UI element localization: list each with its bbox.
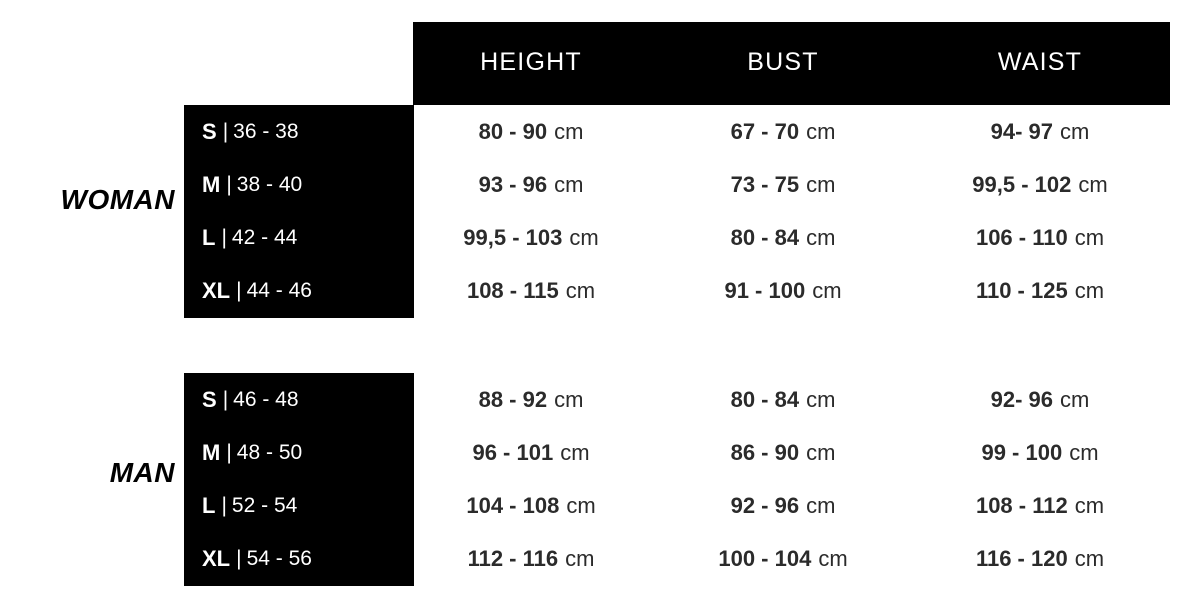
table-row: [184, 158, 1174, 211]
cell-bust-unit: cm: [818, 545, 848, 571]
size-code: S: [202, 386, 217, 412]
cell-height-unit: cm: [565, 277, 596, 303]
cell-height-unit: cm: [554, 386, 584, 412]
cell-height-unit: cm: [566, 492, 596, 518]
cell-bust-unit: cm: [806, 386, 836, 412]
cell-height: [406, 479, 656, 532]
cell-waist: [915, 532, 1165, 585]
cell-waist-value: 94- 97: [990, 118, 1054, 144]
cell-bust-unit: cm: [812, 277, 842, 303]
cell-waist: [915, 264, 1165, 317]
cell-waist-value: 99 - 100: [981, 439, 1063, 465]
cell-waist-unit: cm: [1069, 439, 1099, 465]
size-code: S: [202, 118, 217, 144]
cell-height: [406, 158, 656, 211]
cell-height: [406, 105, 656, 158]
cell-waist: [915, 105, 1165, 158]
cell-waist: [915, 426, 1165, 479]
size-range: 42 - 44: [231, 225, 298, 249]
table-row: [184, 426, 1174, 479]
cell-height-unit: cm: [560, 439, 590, 465]
size-separator: |: [236, 546, 242, 570]
size-range: 46 - 48: [233, 387, 299, 411]
cell-bust-unit: cm: [806, 118, 836, 144]
table-row: [184, 479, 1174, 532]
cell-height-value: 93 - 96: [478, 171, 548, 197]
cell-height-unit: cm: [554, 171, 584, 197]
size-separator: |: [226, 172, 232, 196]
cell-height: [406, 211, 656, 264]
cell-bust: [658, 532, 908, 585]
cell-height-value: 104 - 108: [466, 492, 560, 518]
size-cell: [184, 158, 414, 211]
cell-waist: [915, 373, 1165, 426]
column-header-waist: WAIST: [997, 48, 1083, 76]
size-cell: [184, 426, 414, 479]
cell-bust-value: 80 - 84: [730, 224, 800, 250]
cell-height-unit: cm: [565, 545, 595, 571]
cell-waist: [915, 479, 1165, 532]
column-header-height: HEIGHT: [480, 48, 582, 76]
cell-bust: [658, 264, 908, 317]
cell-waist-unit: cm: [1074, 492, 1105, 518]
cell-bust: [658, 373, 908, 426]
cell-waist-unit: cm: [1060, 118, 1090, 144]
size-range: 48 - 50: [236, 440, 303, 464]
group-label-man: MAN: [109, 457, 175, 488]
table-row: [184, 105, 1174, 158]
cell-height-unit: cm: [554, 118, 584, 144]
cell-bust: [658, 426, 908, 479]
cell-bust-value: 67 - 70: [730, 118, 800, 144]
cell-waist-unit: cm: [1074, 545, 1105, 571]
size-code: M: [202, 171, 221, 197]
size-cell: [184, 373, 414, 426]
cell-bust-value: 73 - 75: [730, 171, 800, 197]
cell-height-value: 80 - 90: [478, 118, 548, 144]
size-code: XL: [202, 277, 231, 303]
size-code: L: [202, 224, 216, 250]
cell-waist-value: 92- 96: [990, 386, 1054, 412]
size-range: 52 - 54: [231, 493, 298, 517]
size-range: 38 - 40: [236, 172, 303, 196]
cell-waist: [915, 211, 1165, 264]
cell-height: [406, 264, 656, 317]
cell-bust-unit: cm: [806, 492, 836, 518]
size-range: 54 - 56: [246, 546, 312, 570]
table-row: [184, 373, 1174, 426]
cell-waist: [915, 158, 1165, 211]
size-cell: [184, 105, 414, 158]
cell-height-value: 108 - 115: [466, 277, 559, 303]
cell-waist-value: 106 - 110: [975, 224, 1068, 250]
size-separator: |: [222, 119, 229, 143]
cell-height-value: 99,5 - 103: [463, 224, 563, 250]
cell-height: [406, 426, 656, 479]
size-cell: [184, 532, 414, 585]
table-row: [184, 532, 1174, 585]
table-row: [184, 264, 1174, 317]
cell-waist-unit: cm: [1074, 224, 1105, 250]
cell-waist-value: 116 - 120: [975, 545, 1068, 571]
size-separator: |: [221, 493, 227, 517]
cell-height: [406, 373, 656, 426]
cell-bust-unit: cm: [806, 439, 836, 465]
size-code: L: [202, 492, 216, 518]
size-range: 36 - 38: [233, 119, 299, 143]
size-cell: [184, 264, 414, 317]
size-separator: |: [236, 278, 242, 302]
column-header-bust: BUST: [747, 48, 819, 76]
cell-bust: [658, 479, 908, 532]
cell-height: [406, 532, 656, 585]
cell-bust: [658, 158, 908, 211]
cell-bust-value: 80 - 84: [730, 386, 800, 412]
cell-waist-unit: cm: [1060, 386, 1090, 412]
cell-bust-value: 100 - 104: [718, 545, 812, 571]
group-label-woman: WOMAN: [60, 184, 175, 215]
cell-height-value: 88 - 92: [478, 386, 548, 412]
cell-bust-value: 86 - 90: [730, 439, 800, 465]
cell-bust-unit: cm: [806, 171, 836, 197]
size-separator: |: [222, 387, 229, 411]
cell-height-value: 96 - 101: [472, 439, 554, 465]
cell-height-unit: cm: [569, 224, 599, 250]
cell-bust: [658, 211, 908, 264]
cell-waist-value: 99,5 - 102: [972, 171, 1072, 197]
cell-waist-unit: cm: [1074, 277, 1105, 303]
size-range: 44 - 46: [246, 278, 312, 302]
size-cell: [184, 211, 414, 264]
size-cell: [184, 479, 414, 532]
cell-waist-value: 110 - 125: [975, 277, 1068, 303]
cell-bust-unit: cm: [806, 224, 836, 250]
size-separator: |: [221, 225, 227, 249]
size-separator: |: [226, 440, 232, 464]
cell-waist-unit: cm: [1078, 171, 1108, 197]
cell-bust-value: 91 - 100: [724, 277, 806, 303]
table-row: [184, 211, 1174, 264]
cell-waist-value: 108 - 112: [975, 492, 1068, 518]
cell-bust: [658, 105, 908, 158]
cell-height-value: 112 - 116: [467, 545, 559, 571]
size-code: M: [202, 439, 221, 465]
cell-bust-value: 92 - 96: [730, 492, 800, 518]
size-code: XL: [202, 545, 231, 571]
